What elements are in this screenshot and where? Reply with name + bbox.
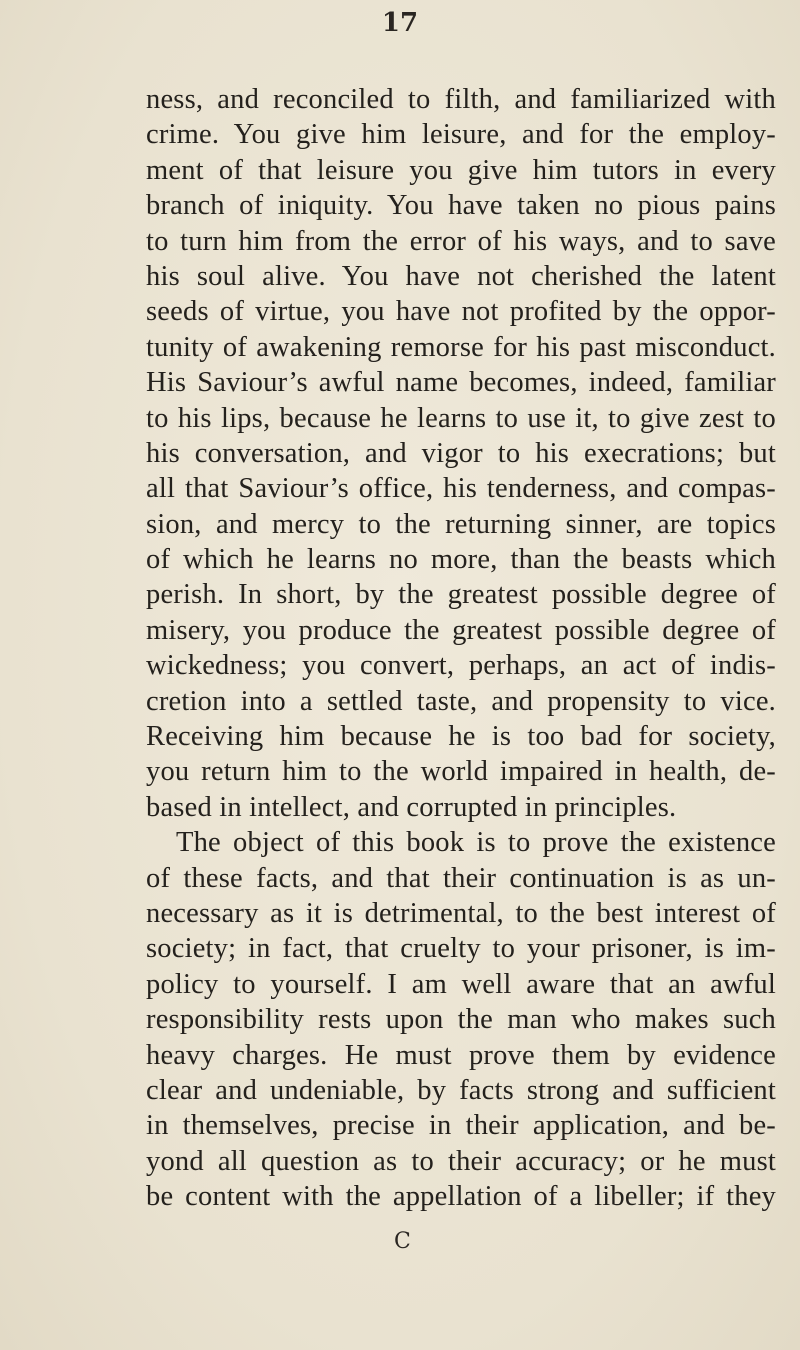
text-line: policy to yourself. I am well aware that an awful xyxy=(146,968,776,1000)
text-line: perish. In short, by the greatest possible degree of xyxy=(146,579,776,611)
text-line: be content with the appellation of a libeller; if they xyxy=(146,1181,776,1213)
text-line: all that Saviour’s office, his tenderness, and compas- xyxy=(146,473,776,505)
text-line: branch of iniquity. You have taken no pious pains xyxy=(146,190,776,222)
text-line: necessary as it is detrimental, to the best interest of xyxy=(146,897,776,929)
body-text xyxy=(146,82,776,1215)
text-line: heavy charges. He must prove them by evidence xyxy=(146,1039,776,1071)
text-line: His Saviour’s awful name becomes, indeed, familiar xyxy=(146,367,776,399)
text-line: based in intellect, and corrupted in principles. xyxy=(146,791,677,823)
text-line: ment of that leisure you give him tutors in every xyxy=(146,154,776,186)
text-line: you return him to the world impaired in health, de- xyxy=(146,756,776,788)
text-line: in themselves, precise in their application, and be- xyxy=(146,1110,776,1142)
text-line: his conversation, and vigor to his execrations; but xyxy=(146,437,776,469)
text-line: responsibility rests upon the man who makes such xyxy=(146,1004,776,1036)
text-line: clear and undeniable, by facts strong and sufficient xyxy=(146,1074,776,1106)
text-line: crime. You give him leisure, and for the employ- xyxy=(146,119,776,151)
text-line: his soul alive. You have not cherished the latent xyxy=(146,260,776,292)
text-line: society; in fact, that cruelty to your prisoner, is im- xyxy=(146,933,776,965)
text-line: The object of this book is to prove the existence xyxy=(176,827,776,859)
text-line: to turn him from the error of his ways, and to save xyxy=(146,225,776,257)
signature-mark: C xyxy=(394,1229,411,1254)
text-line: Receiving him because he is too bad for society, xyxy=(146,721,776,753)
text-line: of these facts, and that their continuation is as un- xyxy=(146,862,776,894)
text-line: ness, and reconciled to filth, and familiarized with xyxy=(146,84,776,115)
text-line: of which he learns no more, than the beasts which xyxy=(146,544,776,576)
text-line: to his lips, because he learns to use it, to give zest to xyxy=(146,402,776,434)
text-line: yond all question as to their accuracy; or he must xyxy=(146,1145,776,1177)
text-line: cretion into a settled taste, and propensity to vice. xyxy=(146,685,776,717)
text-line: tunity of awakening remorse for his past misconduct. xyxy=(146,331,776,363)
page-number: 17 xyxy=(381,8,419,38)
text-line: sion, and mercy to the returning sinner, are topics xyxy=(146,508,776,540)
text-line: misery, you produce the greatest possible degree of xyxy=(146,614,776,646)
text-line: seeds of virtue, you have not profited by the oppor- xyxy=(146,296,776,328)
text-line: wickedness; you convert, perhaps, an act of indis- xyxy=(146,650,776,682)
